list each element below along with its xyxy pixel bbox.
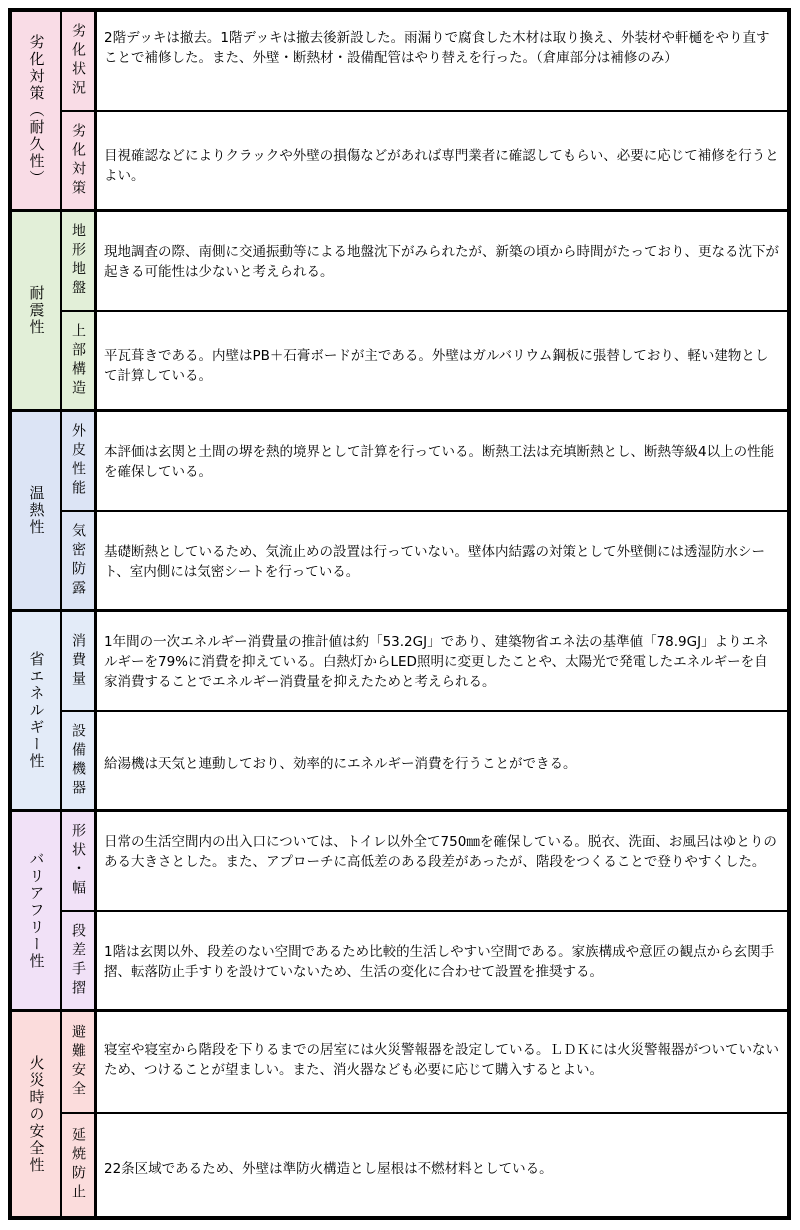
description-text: 現地調査の際、南側に交通振動等による地盤沈下がみられたが、新築の頃から時間がたっており、更なる沈下が起きる可能性は少ないと考えられる。	[104, 244, 779, 280]
subcategory-equipment	[62, 712, 97, 812]
description-deterioration-measures	[97, 112, 787, 212]
subcategory-label: 上部構造	[70, 322, 86, 399]
category-label: 温熱性	[27, 485, 46, 536]
description-text: 平瓦葺きである。内壁はPB＋石膏ボードが主である。外壁はガルバリウム鋼板に張替しており、軽い建物として計算している。	[104, 348, 769, 384]
description-fire-spread-prevention	[97, 1114, 787, 1216]
subcategory-label: 設備機器	[70, 722, 86, 799]
category-label: 省エネルギー性	[27, 651, 46, 770]
description-deterioration-status	[97, 12, 787, 112]
description-shape-width	[97, 812, 787, 912]
subcategory-label: 延焼防止	[70, 1127, 86, 1203]
category-thermal	[12, 412, 62, 612]
subcategory-superstructure	[62, 312, 97, 412]
performance-table	[8, 8, 791, 1220]
category-label: 耐震性	[27, 285, 46, 336]
subcategory-label: 段差手摺	[70, 922, 86, 999]
description-terrain-ground	[97, 212, 787, 312]
subcategory-label: 避難安全	[70, 1024, 86, 1100]
subcategory-label: 消費量	[70, 632, 86, 690]
category-label: バリアフリー性	[27, 851, 46, 970]
description-airtight-condensation	[97, 512, 787, 612]
description-text: 目視確認などによりクラックや外壁の損傷などがあれば専門業者に確認してもらい、必要に応じて補修を行うとよい。	[104, 148, 779, 184]
description-text: 寝室や寝室から階段を下りるまでの居室には火災警報器を設定している。ＬＤＫには火災警報器がついていないため、つけることが望ましい。また、消火器なども必要に応じて購入するとよい。	[104, 1042, 779, 1078]
description-steps-handrails	[97, 912, 787, 1012]
category-label: 火災時の安全性	[27, 1054, 46, 1174]
description-text: 日常の生活空間内の出入口については、トイレ以外全て750㎜を確保している。脱衣、洗面、お風呂はゆとりのある大きさとした。また、アプローチに高低差のある段差があったが、階段をつくることで登りやすくした。	[104, 834, 777, 870]
subcategory-evacuation-safety	[62, 1012, 97, 1114]
subcategory-label: 劣化対策	[70, 122, 86, 199]
category-barrier-free	[12, 812, 62, 1012]
description-text: 給湯機は天気と連動しており、効率的にエネルギー消費を行うことができる。	[104, 756, 577, 772]
subcategory-steps-handrails	[62, 912, 97, 1012]
subcategory-label: 形状・幅	[70, 823, 86, 899]
subcategory-consumption	[62, 612, 97, 712]
category-label: 劣化対策（耐久性）	[27, 34, 46, 187]
subcategory-deterioration-measures	[62, 112, 97, 212]
description-envelope-performance	[97, 412, 787, 512]
subcategory-label: 地形地盤	[70, 223, 86, 299]
subcategory-terrain-ground	[62, 212, 97, 312]
subcategory-deterioration-status	[62, 12, 97, 112]
description-evacuation-safety	[97, 1012, 787, 1114]
description-equipment	[97, 712, 787, 812]
description-text: 22条区域であるため、外壁は準防火構造とし屋根は不燃材料としている。	[104, 1161, 553, 1177]
subcategory-shape-width	[62, 812, 97, 912]
subcategory-airtight-condensation	[62, 512, 97, 612]
subcategory-envelope-performance	[62, 412, 97, 512]
subcategory-label: 外皮性能	[70, 423, 86, 499]
category-seismic	[12, 212, 62, 412]
description-text: 1年間の一次エネルギー消費量の推計値は約「53.2GJ」であり、建築物省エネ法の基準値「78.9GJ」よりエネルギーを79%に消費を抑えている。白熱灯からLED照明に変更したことや、太陽光で発電したエネルギーを自家消費することでエネルギー消費量を抑えたためと考えられる。	[104, 634, 769, 690]
subcategory-fire-spread-prevention	[62, 1114, 97, 1216]
category-energy-saving	[12, 612, 62, 812]
description-consumption	[97, 612, 787, 712]
category-durability	[12, 12, 62, 212]
subcategory-label: 気密防露	[70, 522, 86, 599]
description-text: 2階デッキは撤去。1階デッキは撤去後新設した。雨漏りで腐食した木材は取り換え、外装材や軒樋をやり直すことで補修した。また、外壁・断熱材・設備配管はやり替えを行った。（倉庫部分は補修のみ）	[104, 30, 770, 66]
description-text: 基礎断熱としているため、気流止めの設置は行っていない。壁体内結露の対策として外壁側には透湿防水シート、室内側には気密シートを行っている。	[104, 544, 765, 580]
description-superstructure	[97, 312, 787, 412]
category-fire-safety	[12, 1012, 62, 1216]
description-text: 1階は玄関以外、段差のない空間であるため比較的生活しやすい空間である。家族構成や意匠の観点から玄関手摺、転落防止手すりを設けていないため、生活の変化に合わせて設置を推奨する。	[104, 944, 775, 980]
subcategory-label: 劣化状況	[70, 23, 86, 99]
description-text: 本評価は玄関と土間の堺を熱的境界として計算を行っている。断熱工法は充填断熱とし、断熱等級4以上の性能を確保している。	[104, 444, 775, 480]
